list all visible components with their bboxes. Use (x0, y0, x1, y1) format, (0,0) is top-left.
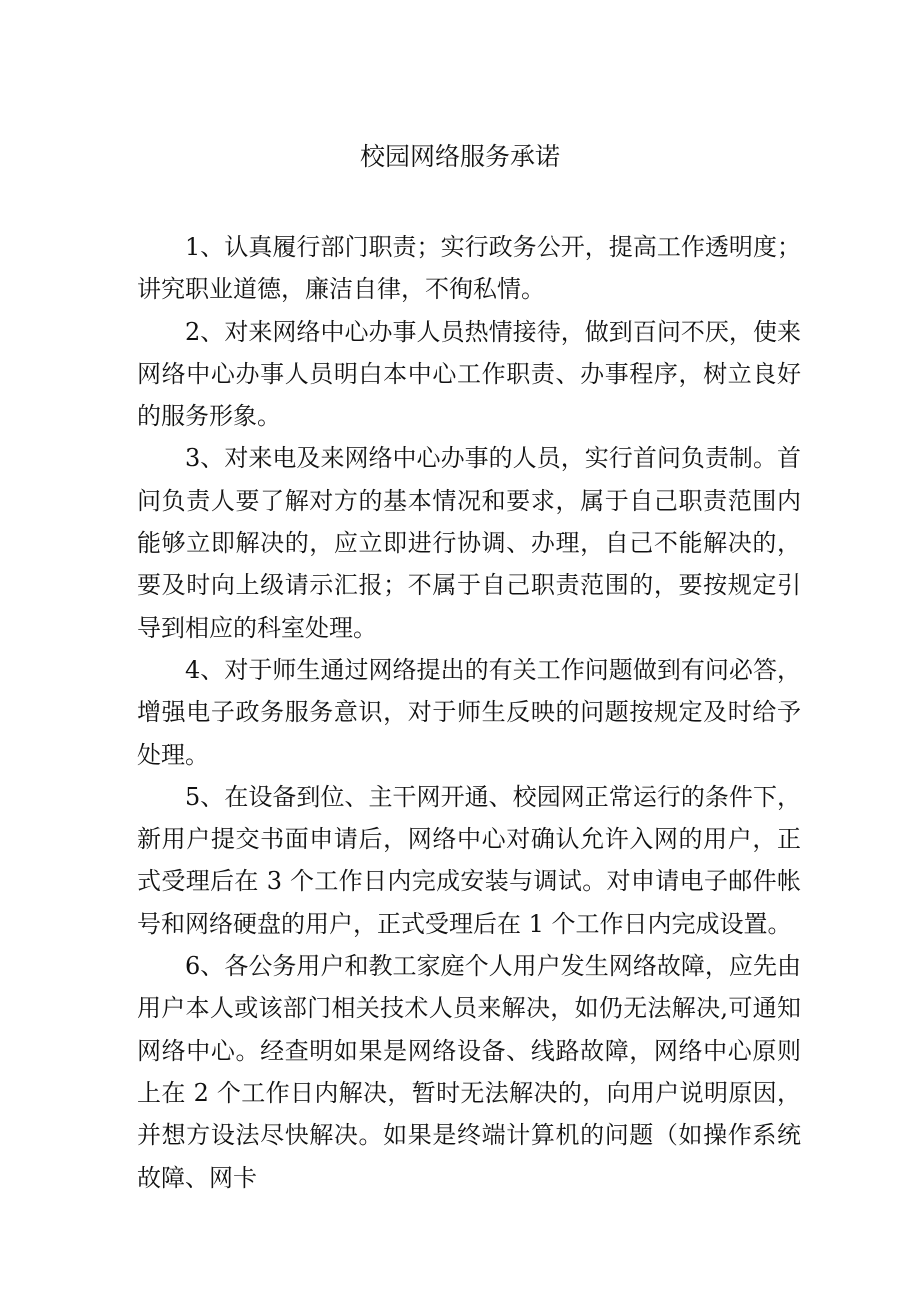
paragraph-6: 6、各公务用户和教工家庭个人用户发生网络故障，应先由用户本人或该部门相关技术人员来解决，如仍无法解决,可通知网络中心。经查明如果是网络设备、线路故障，网络中心原则上在 2 个工作日内解决，暂时无法解决的，向用户说明原因，并想方设法尽快解决。如果是终端计算机的问题（如操作系统故障、网卡 (137, 952, 801, 1192)
document-body (137, 226, 801, 1199)
paragraph-3: 3、对来电及来网络中心办事的人员，实行首问负责制。首问负责人要了解对方的基本情况和要求，属于自己职责范围内能够立即解决的，应立即进行协调、办理，自己不能解决的，要及时向上级请示汇报；不属于自己职责范围的，要按规定引导到相应的科室处理。 (137, 444, 801, 642)
document-title: 校园网络服务承诺 (359, 142, 560, 171)
paragraph-4: 4、对于师生通过网络提出的有关工作问题做到有问必答，增强电子政务服务意识，对于师生反映的问题按规定及时给予处理。 (137, 655, 801, 769)
paragraph-2: 2、对来网络中心办事人员热情接待，做到百问不厌，使来网络中心办事人员明白本中心工作职责、办事程序，树立良好的服务形象。 (137, 317, 801, 431)
paragraph-5: 5、在设备到位、主干网开通、校园网正常运行的条件下，新用户提交书面申请后，网络中心对确认允许入网的用户，正式受理后在 3 个工作日内完成安装与调试。对申请电子邮件帐号和网络硬盘的用户，正式受理后在 1 个工作日内完成设置。 (137, 782, 801, 938)
paragraph-1: 1、认真履行部门职责；实行政务公开，提高工作透明度；讲究职业道德，廉洁自律，不徇私情。 (137, 233, 801, 304)
